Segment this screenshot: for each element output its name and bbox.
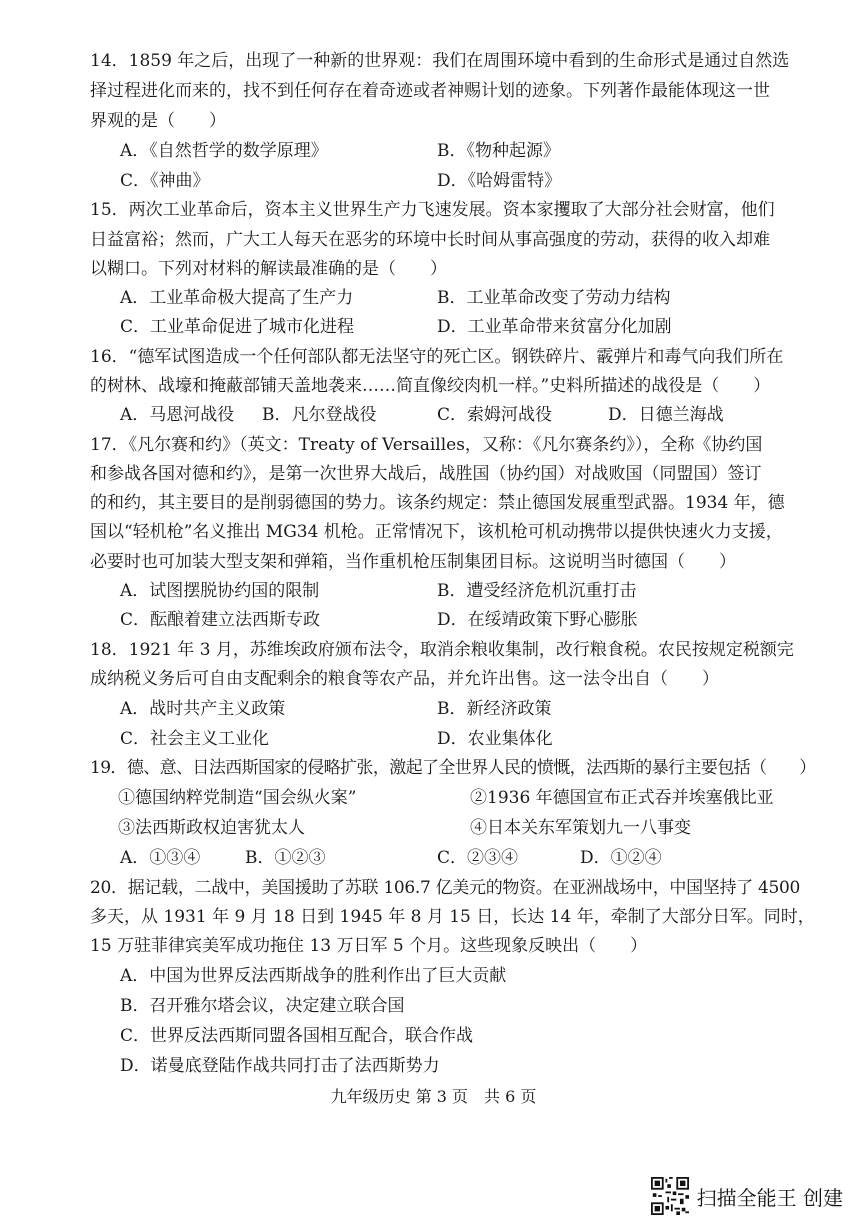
q20-option-a: A．中国为世界反法西斯战争的胜利作出了巨大贡献 [120,966,507,986]
q18-line-2: 成纳税义务后可自由支配剩余的粮食等农产品，并允许出售。这一法令出自（ ） [90,669,719,689]
q17-line-5: 必要时也可加装大型支架和弹箱，当作重机枪压制集团目标。这说明当时德国（ ） [90,552,736,572]
q16-option-d: D．日德兰海战 [608,405,724,425]
q19-option-a: A．①③④ [120,848,201,868]
q18-line-1: 18．1921 年 3 月，苏维埃政府颁布法令，取消余粮收集制，改行粮食税。农民按规定税额完 [90,640,794,660]
q16-line-2: 的树林、战壕和掩蔽部铺天盖地袭来……简直像绞肉机一样。”史料所描述的战役是（ ） [90,376,771,396]
q17-line-2: 和参战各国对德和约》，是第一次世界大战后，战胜国（协约国）对战败国（同盟国）签订 [90,464,762,484]
q14-option-b: B．《物种起源》 [437,141,560,161]
q16-line-1: 16．“德军试图造成一个任何部队都无法坚守的死亡区。钢铁碎片、霰弹片和毒气向我们所在 [90,347,784,367]
page-footer: 九年级历史 第 3 页 共 6 页 [330,1087,537,1106]
q20-line-3: 15 万驻菲律宾美军成功拖住 13 万日军 5 个月。这些现象反映出（ ） [90,936,648,956]
q20-line-1: 20．据记载，二战中，美国援助了苏联 106.7 亿美元的物资。在亚洲战场中，中国坚持了 4500 [90,878,801,898]
q15-line-1: 15．两次工业革命后，资本主义世界生产力飞速发展。资本家攫取了大部分社会财富，他们 [90,200,775,220]
q17-option-a: A．试图摆脱协约国的限制 [120,581,320,601]
q15-option-d: D．工业革命带来贫富分化加剧 [437,317,672,337]
q14-line-3: 界观的是（ ） [90,111,226,131]
q19-option-d: D．①②④ [580,848,662,868]
q18-option-b: B．新经济政策 [437,699,552,719]
q18-option-a: A．战时共产主义政策 [120,699,286,719]
qr-code-icon [651,1177,689,1215]
q20-option-b: B．召开雅尔塔会议，决定建立联合国 [120,996,405,1016]
q19-item-1: ①德国纳粹党制造“国会纵火案” [118,788,357,808]
q17-line-4: 国以“轻机枪”名义推出 MG34 机枪。正常情况下，该机枪可机动携带以提供快速火力支援， [90,522,783,542]
q17-line-1: 17．《凡尔赛和约》（英文：Treaty of Versailles，又称：《凡尔赛条约》），全称《协约国 [90,435,763,455]
q15-option-b: B．工业革命改变了劳动力结构 [437,288,671,308]
q16-option-c: C．索姆河战役 [437,405,553,425]
q20-option-c: C．世界反法西斯同盟各国相互配合，联合作战 [120,1026,474,1046]
q16-option-a: A．马恩河战役 [120,405,235,425]
q15-option-a: A．工业革命极大提高了生产力 [120,288,354,308]
q19-item-2: ②1936 年德国宣布正式吞并埃塞俄比亚 [470,788,774,808]
q18-option-c: C．社会主义工业化 [120,729,270,749]
scanner-watermark [651,1177,843,1215]
q17-line-3: 的和约，其主要目的是削弱德国的势力。该条约规定：禁止德国发展重型武器。1934 年，德 [90,493,785,513]
q18-option-d: D．农业集体化 [437,729,553,749]
q20-option-d: D．诺曼底登陆作战共同打击了法西斯势力 [120,1056,440,1076]
q15-option-c: C．工业革命促进了城市化进程 [120,317,355,337]
q14-option-a: A．《自然哲学的数学原理》 [120,141,328,161]
q14-option-c: C．《神曲》 [120,171,210,191]
q14-line-1: 14．1859 年之后，出现了一种新的世界观：我们在周围环境中看到的生命形式是通过自然选 [90,51,790,71]
q14-option-d: D．《哈姆雷特》 [437,171,562,191]
q17-option-d: D．在绥靖政策下野心膨胀 [437,610,638,630]
watermark-text: 扫描全能王 创建 [696,1185,843,1210]
q19-option-b: B．①②③ [245,848,326,868]
q19-item-3: ③法西斯政权迫害犹太人 [118,818,305,838]
q14-line-2: 择过程进化而来的，找不到任何存在着奇迹或者神赐计划的迹象。下列著作最能体现这一世 [90,81,770,101]
q20-line-2: 多天，从 1931 年 9 月 18 日到 1945 年 8 月 15 日，长达 14 年，牵制了大部分日军。同时， [90,907,815,927]
q17-option-c: C．酝酿着建立法西斯专政 [120,610,321,630]
q19-line-1: 19．德、意、日法西斯国家的侵略扩张，激起了全世界人民的愤慨，法西斯的暴行主要包括（ ） [90,758,816,778]
q16-option-b: B．凡尔登战役 [262,405,377,425]
q17-option-b: B．遭受经济危机沉重打击 [437,581,637,601]
q15-line-2: 日益富裕；然而，广大工人每天在恶劣的环境中长时间从事高强度的劳动，获得的收入却难 [90,230,770,250]
q19-option-c: C．②③④ [437,848,519,868]
q15-line-3: 以糊口。下列对材料的解读最准确的是（ ） [90,259,447,279]
q19-item-4: ④日本关东军策划九一八事变 [470,818,691,838]
